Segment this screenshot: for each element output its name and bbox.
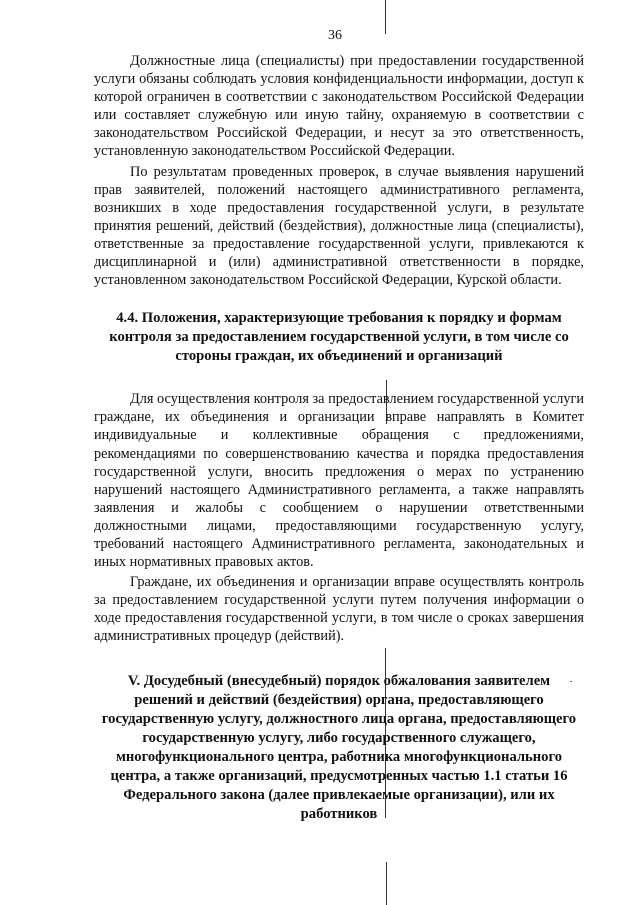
document-body xyxy=(94,52,584,824)
scan-fold-line-bottom xyxy=(386,862,387,905)
paragraph-confidentiality: Должностные лица (специалисты) при предоставлении государственной услуги обязаны соблюдать условия конфиденциальности информации, доступ к которой ограничен в соответствии с законодательством Российской Федерации или составляет служебную или иную тайну, охраняемую в соответствии с законодательством Российской Федерации, и несут за это ответственность, установленную законодательством Российской Федерации. xyxy=(94,53,584,160)
page-number: 36 xyxy=(328,28,342,43)
paragraph-control-by-citizens: Для осуществления контроля за предоставлением государственной услуги граждане, их объединения и организации вправе направлять в Комитет индивидуальные и коллективные обращения с предложениями, рекомендациями по совершенствованию качества и порядка предоставления государственной услуги, вносить предложения о мерах по устранению нарушений настоящего Административного регламента, а также направлять заявления и жалобы с сообщением о нарушении ответственными должностными лицами, предоставляющими государственную услугу, требований настоящего Административного регламента, законодательных и иных нормативных правовых актов. xyxy=(94,391,584,571)
paragraph-information-access: Граждане, их объединения и организации вправе осуществлять контроль за предоставлением государственной услуги путем получения информации о ходе предоставления государственной услуги, в том числе о сроках завершения административных процедур (действий). xyxy=(94,574,584,645)
section-heading-v: V. Досудебный (внесудебный) порядок обжалования заявителем решений и действий (бездействия) органа, предоставляющего государственную услугу, должностного лица органа, предоставляющего государственную услугу, либо государственного служащего, многофункционального центра, работника многофункционального центра, а также организаций, предусмотренных частью 1.1 статьи 16 Федерального закона (далее привлекаемые организации), или их работников xyxy=(101,672,577,822)
paragraph-liability: По результатам проведенных проверок, в случае выявления нарушений прав заявителей, положений настоящего административного регламента, возникших в ходе предоставления государственной услуги, в результате принятия решений, действий (бездействия), должностные лица (специалисты), ответственные за предоставление государственной услуги, привлекаются к дисциплинарной и (или) административной ответственности в порядке, установленном законодательством Российской Федерации, Курской области. xyxy=(94,163,584,289)
section-heading-4-4: 4.4. Положения, характеризующие требования к порядку и формам контроля за предоставлением государственной услуги, в том числе со стороны граждан, их объединений и организаций xyxy=(109,310,569,365)
